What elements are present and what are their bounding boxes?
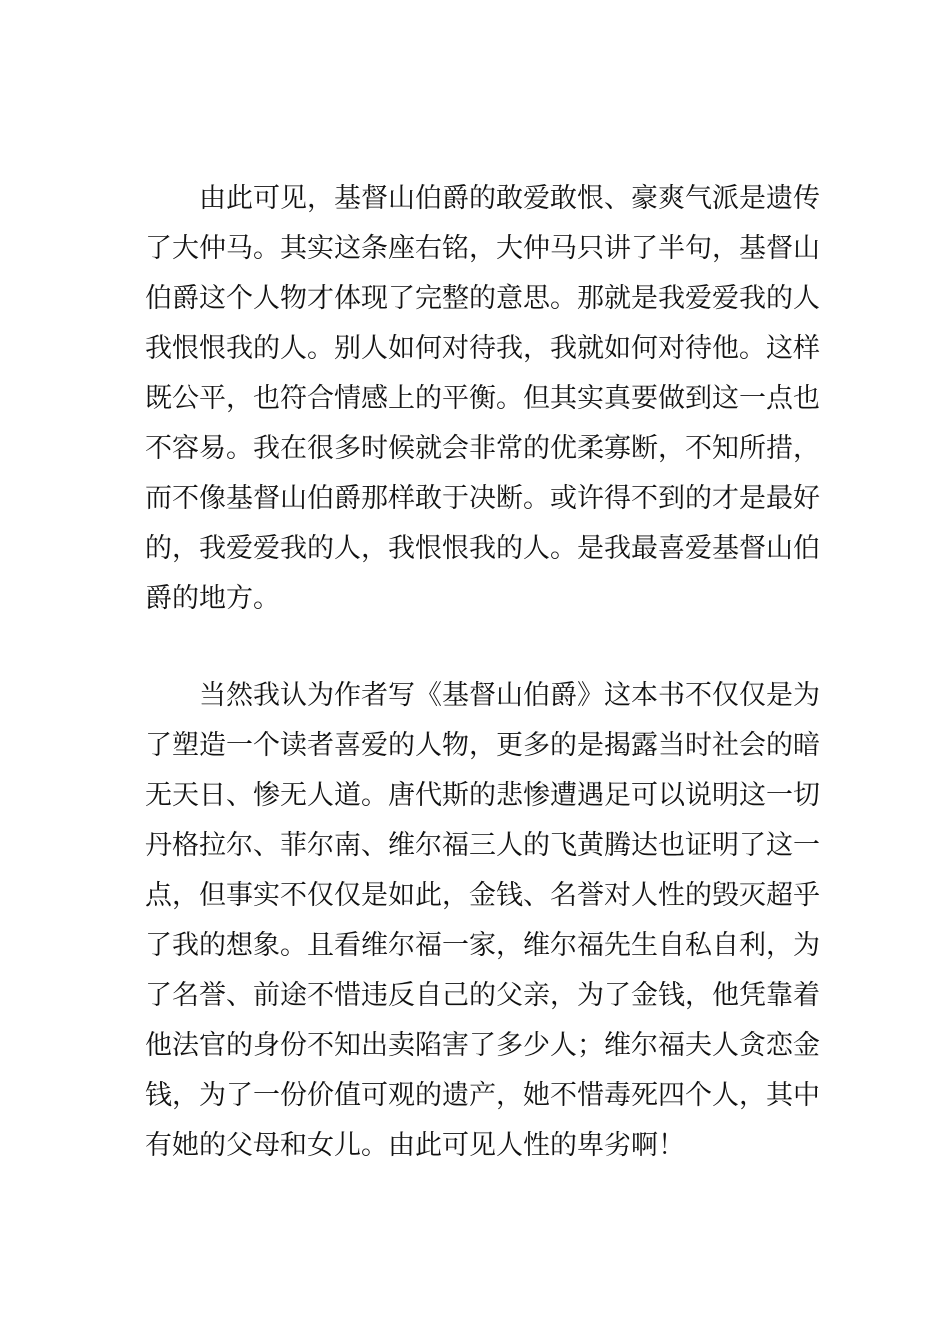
paragraph-line: 有她的父母和女儿。由此可见人性的卑劣啊！	[145, 1130, 685, 1161]
paragraph-line: 丹格拉尔、菲尔南、维尔福三人的飞黄腾达也证明了这一	[145, 830, 820, 861]
paragraph-line: 当然我认为作者写《基督山伯爵》这本书不仅仅是为	[199, 680, 820, 711]
paragraph-line: 了塑造一个读者喜爱的人物，更多的是揭露当时社会的暗	[145, 730, 820, 761]
paragraph-line: 而不像基督山伯爵那样敢于决断。或许得不到的才是最好	[145, 483, 820, 514]
paragraph-line: 了大仲马。其实这条座右铭，大仲马只讲了半句，基督山	[145, 233, 820, 264]
paragraph-line: 既公平，也符合情感上的平衡。但其实真要做到这一点也	[145, 383, 820, 414]
paragraph-line: 钱，为了一份价值可观的遗产，她不惜毒死四个人，其中	[145, 1080, 820, 1111]
paragraph-line: 我恨恨我的人。别人如何对待我，我就如何对待他。这样	[145, 333, 820, 364]
paragraph-line: 无天日、惨无人道。唐代斯的悲惨遭遇足可以说明这一切	[145, 780, 820, 811]
paragraph-line: 由此可见，基督山伯爵的敢爱敢恨、豪爽气派是遗传	[199, 183, 820, 214]
paragraph-line: 了名誉、前途不惜违反自己的父亲，为了金钱，他凭靠着	[145, 980, 820, 1011]
paragraph-line: 点，但事实不仅仅是如此，金钱、名誉对人性的毁灭超乎	[145, 880, 820, 911]
paragraph-line: 爵的地方。	[145, 583, 280, 614]
paragraph-line: 的，我爱爱我的人，我恨恨我的人。是我最喜爱基督山伯	[145, 533, 820, 564]
paragraph-line: 伯爵这个人物才体现了完整的意思。那就是我爱爱我的人	[145, 283, 820, 314]
paragraph-line: 了我的想象。且看维尔福一家，维尔福先生自私自利，为	[145, 930, 820, 961]
paragraph-line: 不容易。我在很多时候就会非常的优柔寡断，不知所措，	[145, 433, 820, 464]
paragraph-line: 他法官的身份不知出卖陷害了多少人；维尔福夫人贪恋金	[145, 1030, 820, 1061]
